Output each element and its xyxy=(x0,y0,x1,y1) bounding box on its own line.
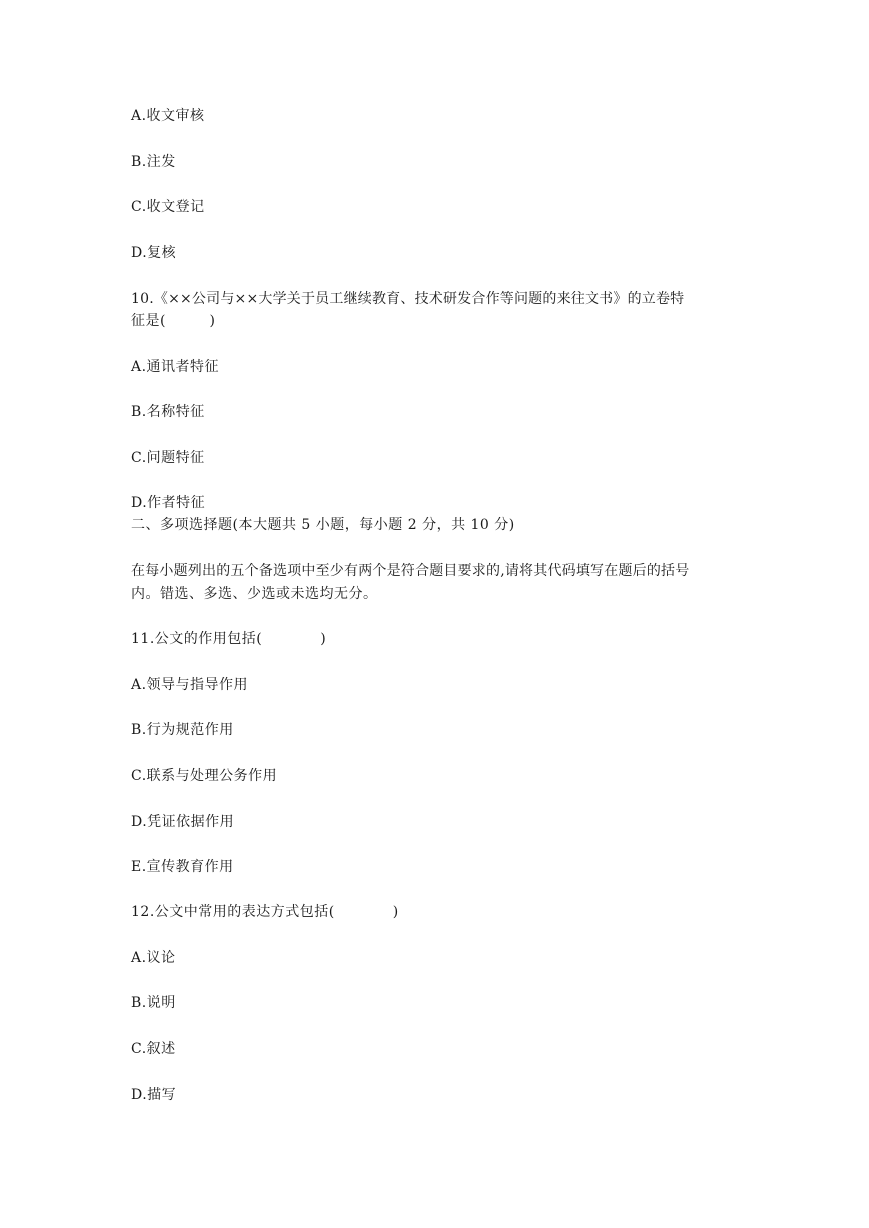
q12-option-a: A.议论 xyxy=(131,950,176,966)
q10-stem-line1: 10.《××公司与××大学关于员工继续教育、技术研发合作等问题的来往文书》的立卷特 xyxy=(131,291,685,307)
q11-option-e: E.宣传教育作用 xyxy=(131,859,234,875)
q12-stem: 12.公文中常用的表达方式包括( ) xyxy=(131,904,399,920)
q9-option-d: D.复核 xyxy=(131,245,177,261)
q12-option-d: D.描写 xyxy=(131,1087,177,1103)
q12-option-b: B.说明 xyxy=(131,995,176,1011)
q11-option-a: A.领导与指导作用 xyxy=(131,677,249,693)
q10-option-b: B.名称特征 xyxy=(131,404,205,420)
q10-option-a: A.通讯者特征 xyxy=(131,359,220,375)
q11-option-d: D.凭证依据作用 xyxy=(131,814,235,830)
section2-heading: 二、多项选择题(本大题共 5 小题，每小题 2 分，共 10 分) xyxy=(131,517,515,533)
q11-option-b: B.行为规范作用 xyxy=(131,722,234,738)
q11-stem: 11.公文的作用包括( ) xyxy=(131,631,327,647)
q10-stem-line2: 征是( ) xyxy=(131,313,216,329)
q12-option-c: C.叙述 xyxy=(131,1041,176,1057)
section2-instruction-line2: 内。错选、多选、少选或未选均无分。 xyxy=(131,586,378,602)
q9-option-c: C.收文登记 xyxy=(131,199,205,215)
q9-option-a: A.收文审核 xyxy=(131,108,205,124)
q10-option-c: C.问题特征 xyxy=(131,450,205,466)
q9-option-b: B.注发 xyxy=(131,154,176,170)
q11-option-c: C.联系与处理公务作用 xyxy=(131,768,278,784)
q10-option-d: D.作者特征 xyxy=(131,495,206,511)
section2-instruction-line1: 在每小题列出的五个备选项中至少有两个是符合题目要求的,请将其代码填写在题后的括号 xyxy=(131,563,690,579)
